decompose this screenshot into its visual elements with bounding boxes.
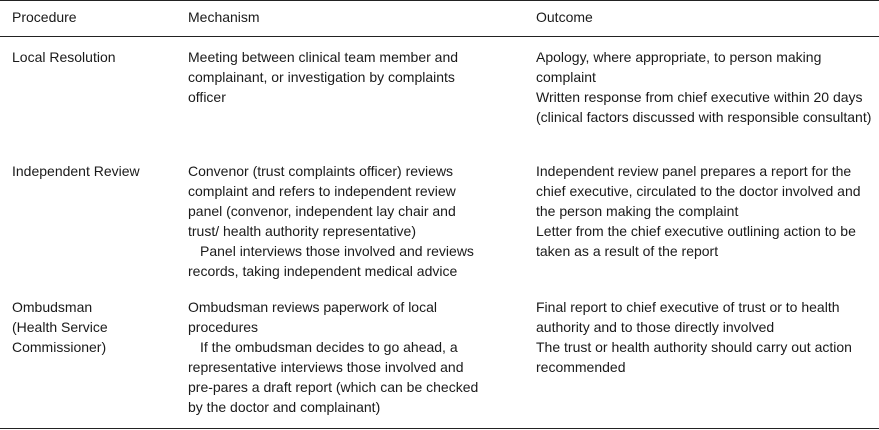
mechanism-ombudsman: [188, 297, 488, 417]
mechanism-paragraph: Panel interviews those involved and reviews records, taking independent medical advice: [188, 243, 474, 279]
procedure-ombudsman: Ombudsman (Health Service Commissioner): [12, 299, 108, 355]
outcome-paragraph: Letter from the chief executive outlining action to be taken as a result of the report: [536, 223, 856, 259]
mechanism-paragraph: If the ombudsman decides to go ahead, a representative interviews those involved and pre-pares a draft report (which can be checked by the doctor and complainant): [188, 339, 479, 415]
procedure-independent-review: Independent Review: [12, 163, 140, 179]
outcome-paragraph: Independent review panel prepares a report for the chief executive, circulated to the doctor involved and the person making the complaint: [536, 163, 861, 219]
procedure-local-resolution: Local Resolution: [12, 49, 116, 65]
header-procedure: Procedure: [12, 9, 77, 25]
mechanism-paragraph: Convenor (trust complaints officer) reviews complaint and refers to independent review panel (convenor, independent lay chair and trust/ health authority representative): [188, 163, 456, 239]
mechanism-paragraph: Ombudsman reviews paperwork of local procedures: [188, 299, 437, 335]
table-bottom-rule: [0, 428, 879, 429]
outcome-local-resolution: [536, 47, 876, 127]
outcome-paragraph: Final report to chief executive of trust or to health authority and to those directly involved: [536, 299, 840, 335]
mechanism-local-resolution: [188, 47, 488, 107]
mechanism-paragraph: Meeting between clinical team member and complainant, or investigation by complaints officer: [188, 49, 459, 105]
header-mechanism: Mechanism: [188, 9, 260, 25]
outcome-paragraph: Apology, where appropriate, to person making complaint: [536, 49, 822, 85]
mechanism-independent-review: [188, 161, 488, 281]
outcome-paragraph: Written response from chief executive within 20 days (clinical factors discussed with responsible consultant): [536, 89, 872, 125]
outcome-ombudsman: [536, 297, 876, 377]
outcome-independent-review: [536, 161, 876, 261]
header-rule: [0, 36, 879, 37]
table-top-rule: [0, 0, 879, 1]
header-outcome: Outcome: [536, 9, 593, 25]
outcome-paragraph: The trust or health authority should carry out action recommended: [536, 339, 852, 375]
